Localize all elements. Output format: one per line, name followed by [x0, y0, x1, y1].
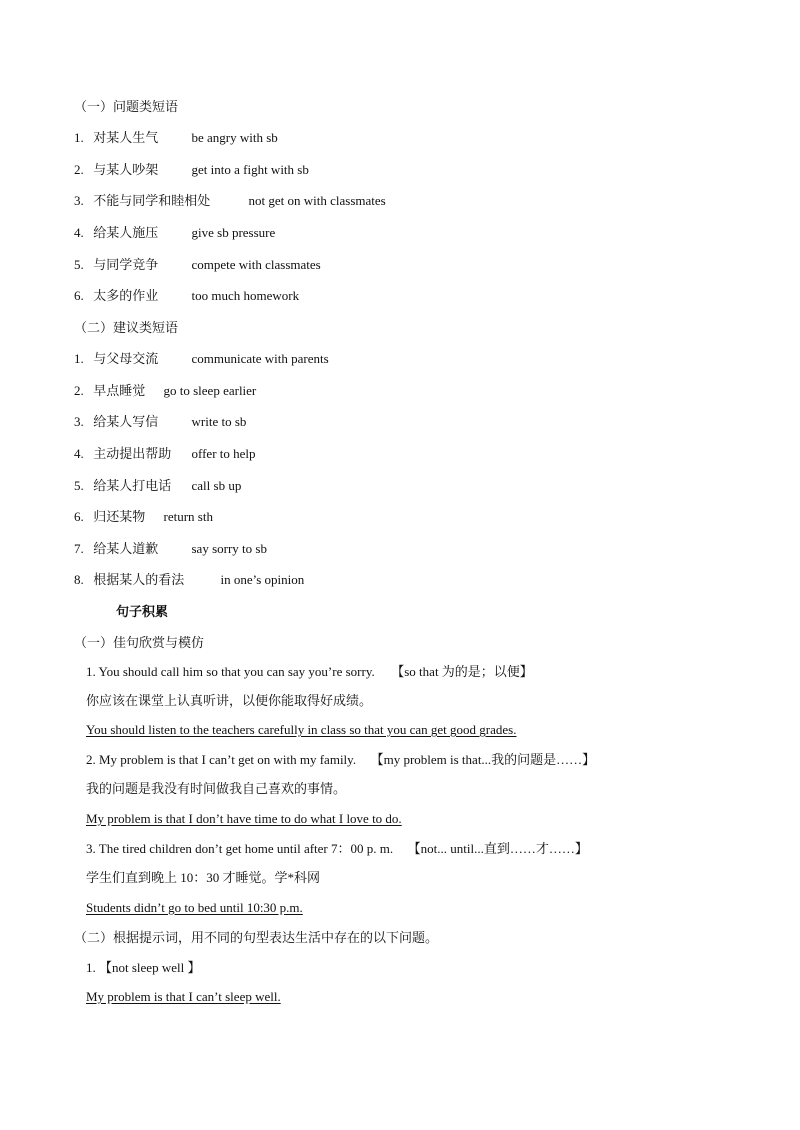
item-english: give sb pressure: [191, 225, 276, 240]
item-chinese: 早点睡觉: [93, 383, 146, 398]
section-heading-express-problems: （二）根据提示词，用不同的句型表达生活中存在的以下问题。: [74, 930, 439, 945]
list-item: [74, 256, 321, 274]
item-number: 5.: [74, 478, 84, 493]
list-item: [74, 508, 213, 526]
item-number: 3.: [74, 414, 84, 429]
chinese-prompt: 你应该在课堂上认真听讲，以便你能取得好成绩。: [86, 693, 373, 708]
item-number: 5.: [74, 257, 84, 272]
item-chinese: 给某人写信: [93, 414, 159, 429]
item-number: 6.: [74, 509, 84, 524]
answer-line: My problem is that I don’t have time to do what I love to do.: [86, 811, 402, 826]
list-item: [74, 161, 309, 179]
list-item: [74, 382, 256, 400]
answer-line: Students didn’t go to bed until 10:30 p.m.: [86, 900, 303, 915]
grammar-note: 【not... until...直到……才……】: [407, 841, 588, 856]
list-item: [74, 350, 329, 368]
chinese-prompt: 我的问题是我没有时间做我自己喜欢的事情。: [86, 781, 347, 796]
list-item: [74, 224, 275, 242]
item-number: 3.: [74, 193, 84, 208]
section-heading-advice-phrases: （二）建议类短语: [74, 320, 179, 335]
list-item: [74, 287, 299, 305]
item-english: not get on with classmates: [248, 193, 386, 208]
grammar-note: 【so that 为的是；以便】: [391, 664, 533, 679]
item-english: compete with classmates: [191, 257, 321, 272]
item-english: return sth: [163, 509, 213, 524]
item-number: 1.: [74, 351, 84, 366]
item-chinese: 归还某物: [93, 509, 146, 524]
example-sentence: 3. The tired children don’t get home until after 7：00 p. m.: [86, 841, 394, 856]
item-chinese: 给某人施压: [93, 225, 159, 240]
item-chinese: 不能与同学和睦相处: [93, 193, 211, 208]
item-english: write to sb: [191, 414, 247, 429]
item-chinese: 与同学竞争: [93, 257, 159, 272]
section-heading-model-sentences: （一）佳句欣赏与模仿: [74, 635, 205, 650]
item-chinese: 给某人打电话: [93, 478, 172, 493]
keyword-prompt: 1. 【not sleep well 】: [86, 960, 201, 975]
item-chinese: 主动提出帮助: [93, 446, 172, 461]
answer-line: My problem is that I can’t sleep well.: [86, 989, 281, 1004]
grammar-note: 【my problem is that...我的问题是……】: [370, 752, 596, 767]
section-heading-problem-phrases: （一）问题类短语: [74, 99, 179, 114]
item-chinese: 给某人道歉: [93, 541, 159, 556]
item-number: 4.: [74, 446, 84, 461]
item-number: 4.: [74, 225, 84, 240]
item-number: 6.: [74, 288, 84, 303]
item-english: call sb up: [191, 478, 242, 493]
example-sentence: 2. My problem is that I can’t get on with my family.: [86, 752, 357, 767]
sentence-item: [86, 663, 533, 681]
item-number: 1.: [74, 130, 84, 145]
list-item: [74, 129, 278, 147]
item-chinese: 与父母交流: [93, 351, 159, 366]
item-english: in one’s opinion: [220, 572, 305, 587]
list-item: [74, 571, 304, 589]
chinese-prompt: 学生们直到晚上 10：30 才睡觉。学*科网: [86, 870, 321, 885]
list-item: [74, 192, 386, 210]
item-number: 8.: [74, 572, 84, 587]
item-chinese: 太多的作业: [93, 288, 159, 303]
item-english: offer to help: [191, 446, 256, 461]
list-item: [74, 445, 256, 463]
item-english: get into a fight with sb: [191, 162, 309, 177]
list-item: [74, 413, 246, 431]
item-chinese: 根据某人的看法: [93, 572, 185, 587]
answer-line: You should listen to the teachers carefully in class so that you can get good grades.: [86, 722, 517, 737]
sentences-title: 句子积累: [116, 604, 169, 619]
item-chinese: 与某人吵架: [93, 162, 159, 177]
item-number: 2.: [74, 162, 84, 177]
item-number: 2.: [74, 383, 84, 398]
sentence-item: [86, 840, 588, 858]
item-english: go to sleep earlier: [163, 383, 257, 398]
item-english: say sorry to sb: [191, 541, 267, 556]
item-number: 7.: [74, 541, 84, 556]
list-item: [74, 477, 241, 495]
item-chinese: 对某人生气: [93, 130, 159, 145]
item-english: be angry with sb: [191, 130, 278, 145]
example-sentence: 1. You should call him so that you can say you’re sorry.: [86, 664, 375, 679]
sentence-item: [86, 751, 595, 769]
item-english: communicate with parents: [191, 351, 329, 366]
list-item: [74, 540, 267, 558]
item-english: too much homework: [191, 288, 300, 303]
